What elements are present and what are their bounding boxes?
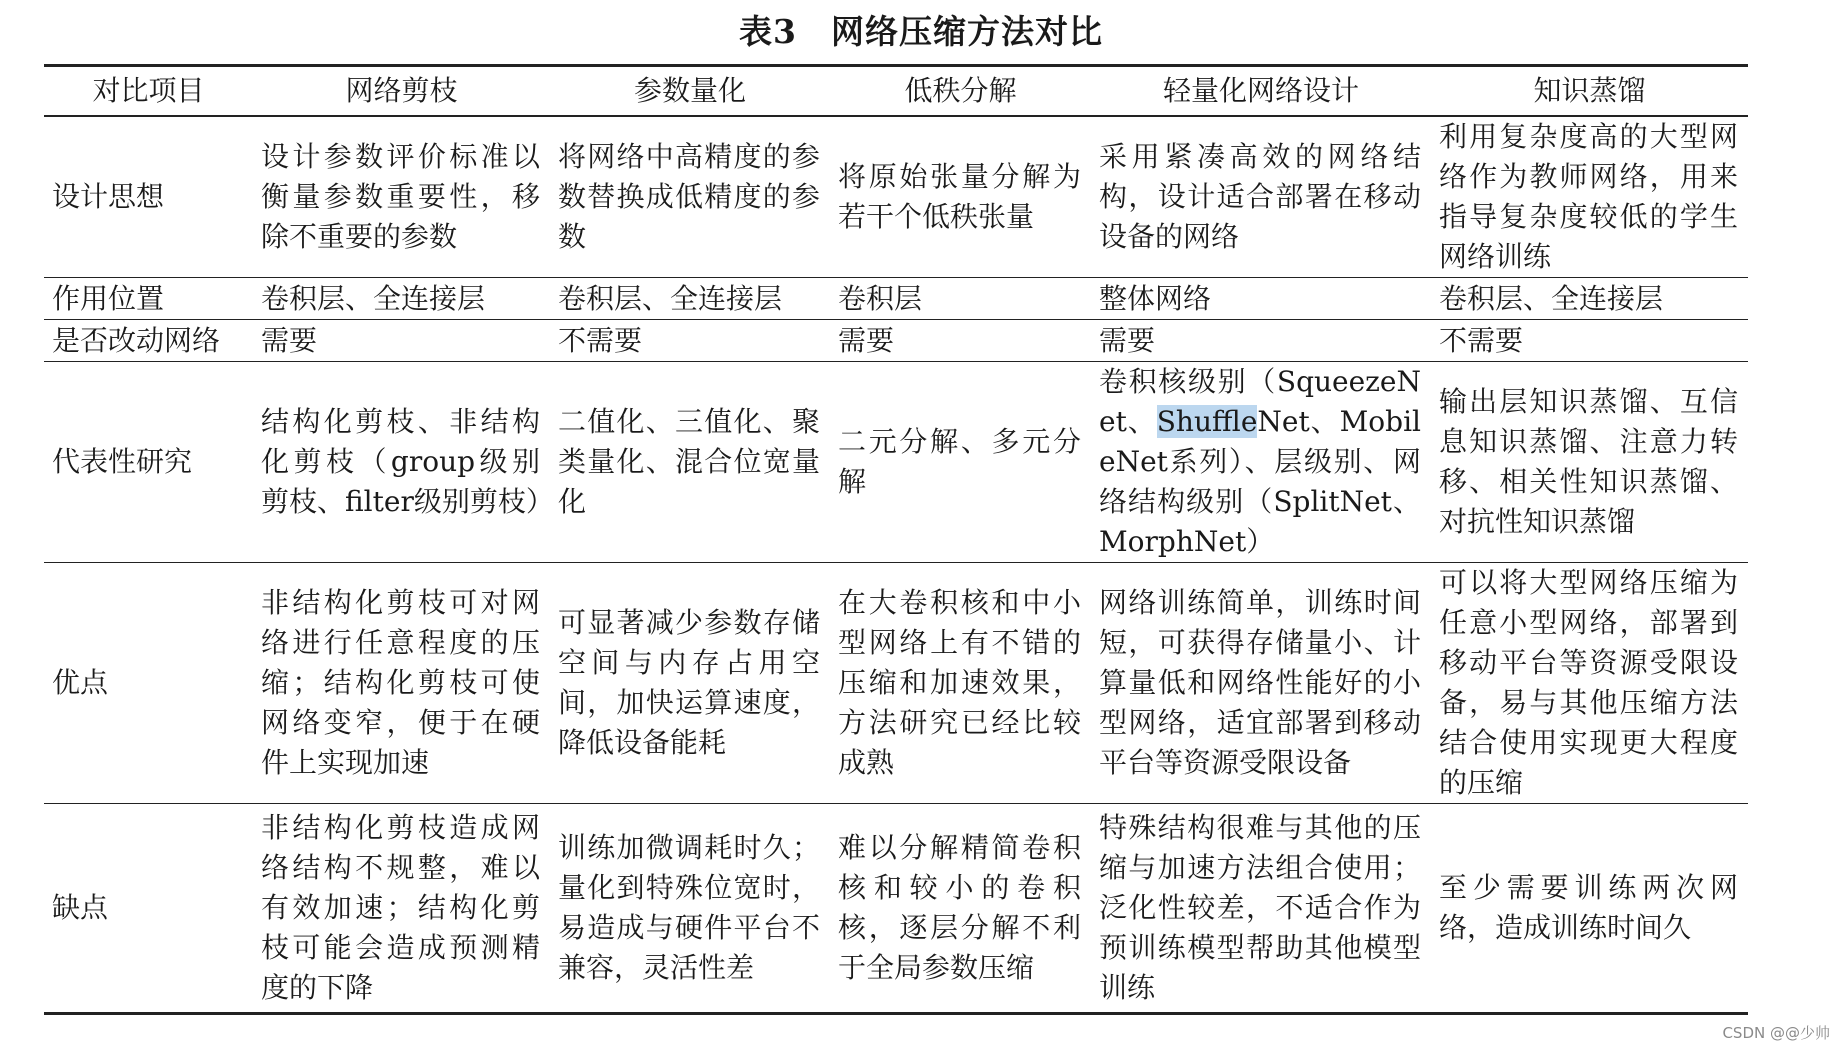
table-cell: 不需要 [558,323,643,357]
table-cell: 至少需要训练两次网络，造成训练时间久 [1439,871,1738,944]
table-number: 表3 [739,12,797,51]
table-cell: 非结构化剪枝造成网络结构不规整，难以有效加速；结构化剪枝可能会造成预测精度的下降 [261,811,540,1004]
header-row [44,66,1748,117]
table-cell: 二值化、三值化、聚类量化、混合位宽量化 [558,405,820,518]
table-cell: 不需要 [1439,323,1524,357]
table-title [0,6,1842,53]
watermark: CSDN @@少帅 [1722,1024,1830,1042]
table-row [44,563,1748,804]
table-cell: 卷积层、全连接层 [261,281,486,315]
header-cell-lightweight: 轻量化网络设计 [1162,74,1359,107]
table-cell: 可显著减少参数存储空间与内存占用空间，加快运算速度，降低设备能耗 [558,606,820,759]
table-row [44,320,1748,362]
selection-highlight[interactable]: Shuffle [1156,405,1258,438]
table-cell: 在大卷积核和中小型网络上有不错的压缩和加速效果，方法研究已经比较成熟 [838,586,1081,779]
table-cell: 可以将大型网络压缩为任意小型网络，部署到移动平台等资源受限设备，易与其他压缩方法结合使用实现更大程度的压缩 [1439,566,1738,799]
table-cell: 二元分解、多元分解 [838,425,1081,498]
table-cell: 采用紧凑高效的网络结构，设计适合部署在移动设备的网络 [1099,140,1421,253]
header-cell-quantization: 参数量化 [633,74,746,107]
table-cell: 卷积层 [838,281,923,315]
table-caption: 网络压缩方法对比 [830,12,1103,51]
rep-text-before: 卷积核级别（SqueezeNet、 [1099,365,1421,438]
table-row [44,116,1748,278]
row-label-modify-network: 是否改动网络 [52,323,221,357]
table-cell: 需要 [838,323,895,357]
table-cell: 将网络中高精度的参数替换成低精度的参数 [558,140,820,253]
table-row [44,362,1748,563]
rep-text-after: Net、MobileNet系列）、层级别、网络结构级别（SplitNet、MorphNet） [1099,405,1421,558]
header-cell-item: 对比项目 [92,74,205,107]
table-cell: 卷积层、全连接层 [558,281,783,315]
table-cell: 卷积层、全连接层 [1439,281,1664,315]
table-cell: 输出层知识蒸馏、互信息知识蒸馏、注意力转移、相关性知识蒸馏、对抗性知识蒸馏 [1439,385,1738,538]
header-cell-distillation: 知识蒸馏 [1533,74,1646,107]
table-cell: 将原始张量分解为若干个低秩张量 [838,160,1081,233]
table-cell: 整体网络 [1099,281,1212,315]
table-cell: 设计参数评价标准以衡量参数重要性，移除不重要的参数 [261,140,540,253]
comparison-table [44,64,1748,1015]
table-cell: 利用复杂度高的大型网络作为教师网络，用来指导复杂度较低的学生网络训练 [1439,120,1738,273]
header-cell-low-rank: 低秩分解 [904,74,1017,107]
table-cell: 训练加微调耗时久；量化到特殊位宽时，易造成与硬件平台不兼容，灵活性差 [558,831,820,984]
header-cell-pruning: 网络剪枝 [345,74,458,107]
row-label-design-idea: 设计思想 [52,180,165,213]
table-cell: 难以分解精简卷积核和较小的卷积核，逐层分解不利于全局参数压缩 [838,831,1081,984]
table-row [44,278,1748,320]
table-cell: 结构化剪枝、非结构化剪枝（group级别剪枝、filter级别剪枝） [261,405,554,518]
row-label-representative: 代表性研究 [52,445,193,478]
row-label-disadvantages: 缺点 [52,891,109,924]
table-cell: 需要 [261,323,318,357]
row-label-advantages: 优点 [52,666,109,699]
row-label-position: 作用位置 [52,281,165,315]
table-row [44,804,1748,1014]
table-cell: 需要 [1099,323,1156,357]
table-cell: 非结构化剪枝可对网络进行任意程度的压缩；结构化剪枝可使网络变窄，便于在硬件上实现加速 [261,586,540,779]
table-cell-lightweight-rep [1091,362,1431,563]
table-cell: 特殊结构很难与其他的压缩与加速方法组合使用；泛化性较差，不适合作为预训练模型帮助其他模型训练 [1099,811,1421,1004]
table-cell: 网络训练简单，训练时间短，可获得存储量小、计算量低和网络性能好的小型网络，适宜部署到移动平台等资源受限设备 [1099,586,1421,779]
